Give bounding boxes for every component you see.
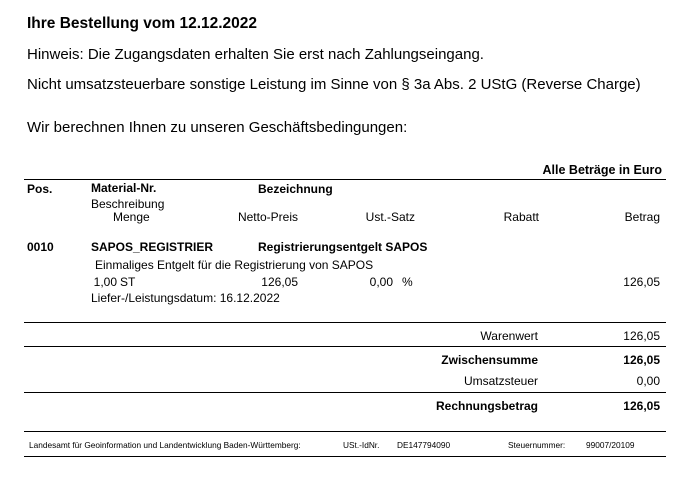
item-menge: 1,00: [93, 275, 117, 289]
order-title: Ihre Bestellung vom 12.12.2022: [27, 15, 258, 32]
item-netto-preis: 126,05: [261, 275, 298, 289]
header-menge: Menge: [113, 210, 150, 224]
footer-steuer-label: Steuernummer:: [508, 440, 566, 450]
footer-steuer-value: 99007/20109: [586, 440, 635, 450]
warenwert-value: 126,05: [623, 329, 660, 343]
item-beschreibung: Einmaliges Entgelt für die Registrierung von SAPOS: [95, 258, 374, 272]
item-lieferdatum: Liefer-/Leistungsdatum: 16.12.2022: [91, 291, 280, 305]
umsatzsteuer-label: Umsatzsteuer: [463, 374, 538, 388]
footer-ust-label: USt.-IdNr.: [343, 440, 380, 450]
reverse-charge-note: Nicht umsatzsteuerbare sonstige Leistung im Sinne von § 3a Abs. 2 UStG (Reverse Charge): [27, 76, 641, 93]
table-top-rule: [24, 179, 666, 180]
rechnungsbetrag-label: Rechnungsbetrag: [435, 399, 538, 413]
item-bezeichnung: Registrierungsentgelt SAPOS: [258, 240, 428, 254]
zwischensumme-value: 126,05: [623, 353, 660, 367]
billing-intro: Wir berechnen Ihnen zu unseren Geschäftsbedingungen:: [27, 119, 408, 136]
header-pos: Pos.: [27, 182, 53, 196]
item-ust-percent: %: [402, 275, 413, 289]
header-rabatt: Rabatt: [503, 210, 539, 224]
footer-org: Landesamt für Geoinformation und Landentwicklung Baden-Württemberg:: [29, 440, 301, 450]
umsatzsteuer-value: 0,00: [636, 374, 660, 388]
footer-ust-value: DE147794090: [397, 440, 451, 450]
rechnungsbetrag-value: 126,05: [623, 399, 660, 413]
item-material-nr: SAPOS_REGISTRIER: [91, 240, 214, 254]
item-ust-satz: 0,00: [369, 275, 393, 289]
zwischensumme-label: Zwischensumme: [441, 353, 538, 367]
subtotal-rule: [24, 346, 666, 347]
warenwert-label: Warenwert: [480, 329, 538, 343]
header-netto-preis: Netto-Preis: [237, 210, 298, 224]
header-betrag: Betrag: [624, 210, 660, 224]
header-material-nr: Material-Nr.: [91, 181, 157, 195]
item-pos: 0010: [27, 240, 54, 254]
grand-total-rule: [24, 392, 666, 393]
header-beschreibung: Beschreibung: [91, 197, 165, 211]
totals-top-rule: [24, 322, 666, 323]
access-notice: Hinweis: Die Zugangsdaten erhalten Sie erst nach Zahlungseingang.: [27, 46, 484, 63]
item-einheit: ST: [120, 275, 136, 289]
footer-top-rule: [24, 431, 666, 432]
header-bezeichnung: Bezeichnung: [258, 182, 333, 196]
footer-bottom-rule: [24, 456, 666, 457]
currency-note: Alle Beträge in Euro: [542, 163, 662, 177]
header-ust-satz: Ust.-Satz: [365, 210, 415, 224]
item-betrag: 126,05: [623, 275, 660, 289]
